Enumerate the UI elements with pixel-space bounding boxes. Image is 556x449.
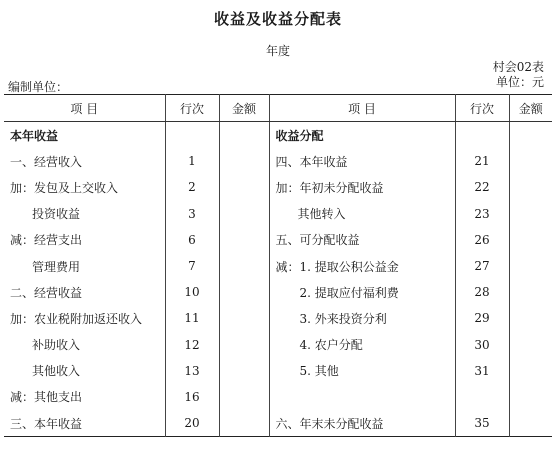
line-number: 1 xyxy=(165,148,219,174)
report-title: 收益及收益分配表 xyxy=(213,10,342,28)
line-number: 26 xyxy=(455,227,509,253)
section-heading-income: 本年收益 xyxy=(10,128,59,143)
amount-cell xyxy=(219,253,269,279)
amount-cell xyxy=(219,332,269,358)
item-label xyxy=(269,384,455,410)
income-distribution-table xyxy=(4,94,552,437)
unit-label: 单位：元 xyxy=(495,75,544,89)
line-number xyxy=(455,384,509,410)
item-label: 减：1. 提取公积公益金 xyxy=(269,253,455,279)
amount-cell xyxy=(509,253,552,279)
line-number: 2 xyxy=(165,174,219,200)
amount-cell xyxy=(219,174,269,200)
line-number: 29 xyxy=(455,305,509,331)
item-label: 4. 农户分配 xyxy=(269,332,455,358)
amount-cell xyxy=(509,332,552,358)
item-label: 加：农业税附加返还收入 xyxy=(10,311,143,326)
table-row xyxy=(4,227,552,253)
table-row xyxy=(4,122,552,149)
amount-cell xyxy=(509,201,552,227)
item-label: 五、可分配收益 xyxy=(269,227,455,253)
amount-cell xyxy=(219,148,269,174)
line-number: 13 xyxy=(165,358,219,384)
amount-cell xyxy=(219,122,269,149)
column-header-amount-right: 金额 xyxy=(509,95,552,122)
table-row xyxy=(4,148,552,174)
organization-label: 编制单位： xyxy=(8,80,69,94)
amount-cell xyxy=(219,201,269,227)
amount-cell xyxy=(219,410,269,437)
line-number: 35 xyxy=(455,410,509,437)
item-label: 四、本年收益 xyxy=(269,148,455,174)
amount-cell xyxy=(509,384,552,410)
line-number xyxy=(165,122,219,149)
amount-cell xyxy=(509,227,552,253)
amount-cell xyxy=(219,305,269,331)
section-heading-distribution: 收益分配 xyxy=(269,122,455,149)
item-label: 加：年初未分配收益 xyxy=(269,174,455,200)
item-label: 一、经营收入 xyxy=(10,154,83,169)
amount-cell xyxy=(219,384,269,410)
amount-cell xyxy=(509,305,552,331)
table-row xyxy=(4,410,552,437)
item-label: 六、年末未分配收益 xyxy=(269,410,455,437)
line-number: 12 xyxy=(165,332,219,358)
item-label: 其他转入 xyxy=(269,201,455,227)
line-number: 28 xyxy=(455,279,509,305)
table-row xyxy=(4,358,552,384)
line-number: 22 xyxy=(455,174,509,200)
table-row xyxy=(4,384,552,410)
line-number: 3 xyxy=(165,201,219,227)
amount-cell xyxy=(509,122,552,149)
line-number xyxy=(455,122,509,149)
table-row xyxy=(4,332,552,358)
column-header-item-left: 项 目 xyxy=(4,95,165,122)
line-number: 20 xyxy=(165,410,219,437)
amount-cell xyxy=(509,410,552,437)
table-row xyxy=(4,174,552,200)
line-number: 23 xyxy=(455,201,509,227)
item-label: 2. 提取应付福利费 xyxy=(269,279,455,305)
table-row xyxy=(4,305,552,331)
item-label: 管理费用 xyxy=(32,259,81,274)
column-header-item-right: 项 目 xyxy=(269,95,455,122)
item-label: 5. 其他 xyxy=(269,358,455,384)
column-header-line-right: 行次 xyxy=(455,95,509,122)
line-number: 27 xyxy=(455,253,509,279)
table-header-row xyxy=(4,95,552,122)
item-label: 二、经营收益 xyxy=(10,285,83,300)
line-number: 6 xyxy=(165,227,219,253)
amount-cell xyxy=(219,227,269,253)
report-year: 年度 xyxy=(265,44,290,58)
line-number: 11 xyxy=(165,305,219,331)
item-label: 3. 外来投资分利 xyxy=(269,305,455,331)
line-number: 21 xyxy=(455,148,509,174)
line-number: 30 xyxy=(455,332,509,358)
line-number: 31 xyxy=(455,358,509,384)
item-label: 补助收入 xyxy=(32,338,81,353)
item-label: 其他收入 xyxy=(32,364,81,379)
amount-cell xyxy=(219,279,269,305)
amount-cell xyxy=(509,174,552,200)
line-number: 7 xyxy=(165,253,219,279)
item-label: 三、本年收益 xyxy=(10,416,83,431)
item-label: 加：发包及上交收入 xyxy=(10,180,119,195)
column-header-amount-left: 金额 xyxy=(219,95,269,122)
table-row xyxy=(4,201,552,227)
amount-cell xyxy=(509,358,552,384)
line-number: 16 xyxy=(165,384,219,410)
amount-cell xyxy=(509,279,552,305)
line-number: 10 xyxy=(165,279,219,305)
amount-cell xyxy=(509,148,552,174)
item-label: 减：其他支出 xyxy=(10,390,83,405)
item-label: 投资收益 xyxy=(32,207,81,222)
table-row xyxy=(4,253,552,279)
table-row xyxy=(4,279,552,305)
form-code: 村会02表 xyxy=(492,60,544,74)
amount-cell xyxy=(219,358,269,384)
column-header-line-left: 行次 xyxy=(165,95,219,122)
item-label: 减：经营支出 xyxy=(10,233,83,248)
